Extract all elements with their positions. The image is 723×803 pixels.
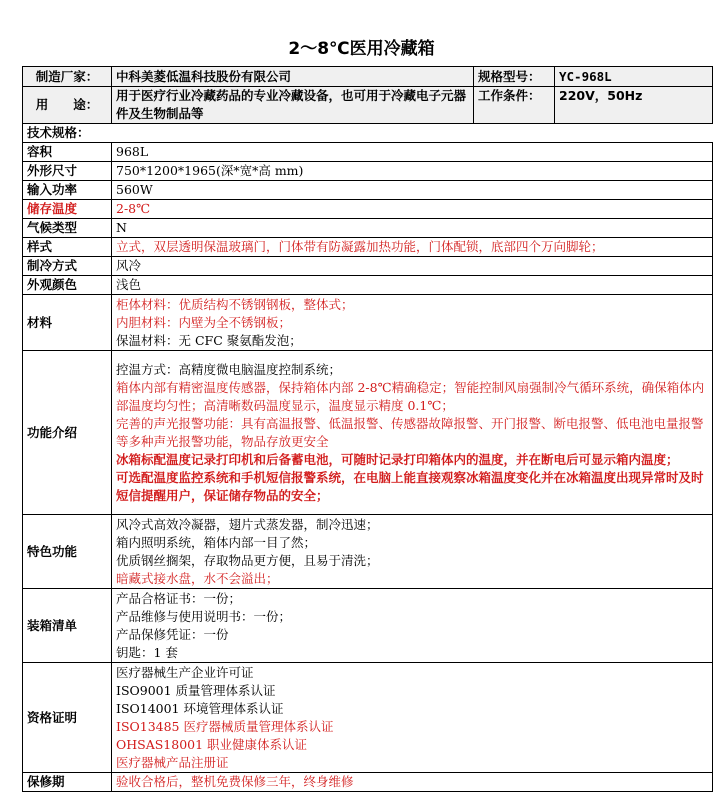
manufacturer-value: 中科美菱低温科技股份有限公司 [112, 67, 474, 87]
page-title: 2～8℃医用冷藏箱 [288, 39, 435, 59]
features-line: 箱内照明系统，箱体内部一目了然； [116, 534, 317, 550]
cooling-label: 制冷方式 [23, 257, 112, 276]
features-label: 特色功能 [23, 515, 112, 589]
climate-label: 气候类型 [23, 219, 112, 238]
power-row [23, 181, 713, 200]
capacity-label: 容积 [23, 143, 112, 162]
manufacturer-row [23, 67, 713, 87]
functions-line: 完善的声光报警功能：具有高温报警、低温报警、传感器故障报警、开门报警、断电报警、低电池电量报警等多种声光报警功能，物品存放更安全 [116, 415, 704, 449]
material-row [23, 295, 713, 351]
material-label: 材料 [23, 295, 112, 351]
capacity-value: 968L [112, 143, 713, 162]
features-line: 暗藏式接水盘，水不会溢出； [116, 570, 279, 586]
certs-value [112, 663, 713, 773]
functions-line: 冰箱标配温度记录打印机和后备蓄电池，可随时记录打印箱体内的温度，并在断电后可显示箱内温度； [116, 451, 679, 467]
functions-label: 功能介绍 [23, 351, 112, 515]
certs-line: 医疗器械生产企业许可证 [116, 664, 254, 680]
packing-value [112, 589, 713, 663]
usage-value: 用于医疗行业冷藏药品的专业冷藏设备，也可用于冷藏电子元器件及生物制品等 [112, 87, 474, 124]
packing-line: 产品保修凭证：一份 [116, 626, 229, 642]
spec-table [22, 66, 713, 792]
functions-line: 控温方式：高精度微电脑温度控制系统； [116, 361, 342, 377]
warranty-row [23, 773, 713, 792]
storage-temp-row [23, 200, 713, 219]
style-value: 立式，双层透明保温玻璃门，门体带有防凝露加热功能，门体配锁，底部四个万向脚轮； [112, 238, 713, 257]
packing-row [23, 589, 713, 663]
features-value [112, 515, 713, 589]
storage-temp-value: 2-8℃ [112, 200, 713, 219]
packing-line: 钥匙：1 套 [116, 644, 178, 660]
warranty-label: 保修期 [23, 773, 112, 792]
warranty-value: 验收合格后，整机免费保修三年，终身维修 [112, 773, 713, 792]
color-label: 外观颜色 [23, 276, 112, 295]
climate-value: N [112, 219, 713, 238]
style-label: 样式 [23, 238, 112, 257]
packing-line: 产品合格证书：一份； [116, 590, 242, 606]
certs-label: 资格证明 [23, 663, 112, 773]
features-row [23, 515, 713, 589]
certs-line: ISO9001 质量管理体系认证 [116, 682, 276, 698]
features-line: 风冷式高效冷凝器，翅片式蒸发器，制冷迅速； [116, 516, 379, 532]
tech-spec-label: 技术规格： [23, 124, 713, 143]
conditions-label: 工作条件： [474, 87, 555, 124]
conditions-value: 220V，50Hz [555, 87, 713, 124]
dimensions-value: 750*1200*1965(深*宽*高 mm) [112, 162, 713, 181]
certs-line: ISO14001 环境管理体系认证 [116, 700, 284, 716]
usage-label: 用 途： [23, 87, 112, 124]
certs-row [23, 663, 713, 773]
style-row [23, 238, 713, 257]
model-label: 规格型号： [474, 67, 555, 87]
dimensions-row [23, 162, 713, 181]
material-line: 保温材料：无 CFC 聚氨酯发泡； [116, 332, 302, 348]
material-value [112, 295, 713, 351]
storage-temp-label: 储存温度 [23, 200, 112, 219]
certs-line: OHSAS18001 职业健康体系认证 [116, 736, 308, 752]
functions-line: 箱体内部有精密温度传感器，保持箱体内部 2-8℃精确稳定；智能控制风扇强制冷气循环系统，确保箱体内部温度均匀性；高清晰数码温度显示，温度显示精度 0.1℃； [116, 379, 705, 413]
functions-line: 可选配温度监控系统和手机短信报警系统，在电脑上能直接观察冰箱温度变化并在冰箱温度出现异常时及时短信提醒用户，保证储存物品的安全； [116, 469, 704, 503]
material-line: 内胆材料：内壁为全不锈钢板； [116, 314, 292, 330]
power-label: 输入功率 [23, 181, 112, 200]
power-value: 560W [112, 181, 713, 200]
certs-line: 医疗器械产品注册证 [116, 754, 229, 770]
cooling-row [23, 257, 713, 276]
functions-row [23, 351, 713, 515]
dimensions-label: 外形尺寸 [23, 162, 112, 181]
climate-row [23, 219, 713, 238]
material-line: 柜体材料：优质结构不锈钢钢板，整体式； [116, 296, 354, 312]
color-value: 浅色 [112, 276, 713, 295]
usage-row [23, 87, 713, 124]
packing-line: 产品维修与使用说明书：一份； [116, 608, 292, 624]
functions-value [112, 351, 713, 515]
model-value: YC-968L [555, 67, 713, 87]
packing-label: 装箱清单 [23, 589, 112, 663]
features-line: 优质钢丝搁架，存取物品更方便，且易于清洗； [116, 552, 379, 568]
capacity-row [23, 143, 713, 162]
manufacturer-label: 制造厂家： [23, 67, 112, 87]
cooling-value: 风冷 [112, 257, 713, 276]
certs-line: ISO13485 医疗器械质量管理体系认证 [116, 718, 334, 734]
tech-spec-row [23, 124, 713, 143]
color-row [23, 276, 713, 295]
